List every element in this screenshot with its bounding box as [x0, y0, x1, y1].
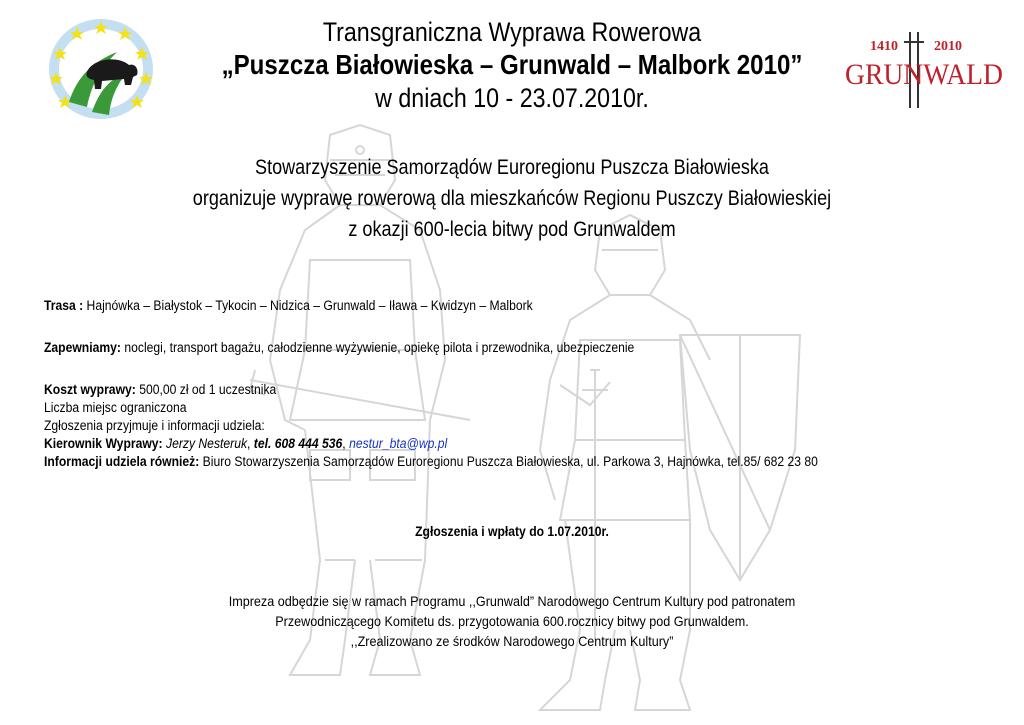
leader-label: Kierownik Wyprawy:	[44, 436, 163, 451]
footer-line1: Impreza odbędzie się w ramach Programu ,,Grunwald” Narodowego Centrum Kultury pod patronatem	[228, 593, 796, 609]
header-title-line3: w dniach 10 - 23.07.2010r.	[375, 82, 649, 113]
logo-year-left: 1410	[870, 39, 898, 54]
footer-block	[0, 591, 1024, 651]
route-label: Trasa :	[44, 298, 84, 313]
limited-row: Liczba miejsc ograniczona	[44, 400, 187, 415]
page-header	[150, 16, 874, 114]
organizer-line1: Stowarzyszenie Samorządów Euroregionu Puszcza Białowieska	[255, 156, 769, 179]
header-title-line1: Transgraniczna Wyprawa Rowerowa	[322, 17, 702, 47]
route-row	[44, 297, 899, 315]
organizer-block	[100, 152, 924, 245]
also-label: Informacji udziela również:	[44, 454, 200, 469]
details-block	[44, 297, 994, 471]
also-row	[44, 453, 899, 471]
leader-email-link[interactable]: nestur_bta@wp.pl	[349, 436, 448, 451]
organizer-line2: organizuje wyprawę rowerową dla mieszkańców Regionu Puszczy Białowieskiej	[192, 187, 832, 210]
deadline-text: Zgłoszenia i wpłaty do 1.07.2010r.	[415, 524, 609, 539]
logo-word: GRUNWALD	[845, 58, 1003, 91]
leader-phone: tel. 608 444 536	[253, 436, 343, 451]
route-value: Hajnówka – Białystok – Tykocin – Nidzica – Grunwald – Iława – Kwidzyn – Malbork	[83, 298, 533, 313]
leader-name: Jerzy Nesteruk	[166, 436, 248, 451]
cost-label: Koszt wyprawy:	[44, 382, 136, 397]
cost-row	[44, 381, 899, 399]
provide-label: Zapewniamy:	[44, 340, 121, 355]
footer-line2: Przewodniczącego Komitetu ds. przygotowania 600.rocznicy bitwy pod Grunwaldem.	[275, 613, 749, 629]
provide-value: noclegi, transport bagażu, całodzienne wyżywienie, opiekę pilota i przewodnika, ubezpieczenie	[120, 340, 635, 355]
footer-line3: ,,Zrealizowano ze środków Narodowego Centrum Kultury”	[350, 633, 674, 649]
provide-row	[44, 339, 899, 357]
also-value: Biuro Stowarzyszenia Samorządów Euroregionu Puszcza Białowieska, ul. Parkowa 3, Hajnówka, tel.85/ 682 23 80	[199, 454, 818, 469]
logo-year-right: 2010	[934, 39, 962, 54]
applications-row: Zgłoszenia przyjmuje i informacji udziela:	[44, 418, 265, 433]
header-title-line2: „Puszcza Białowieska – Grunwald – Malbork 2010”	[221, 49, 803, 81]
organizer-line3: z okazji 600-lecia bitwy pod Grunwaldem	[348, 218, 676, 241]
leader-row: Kierownik Wyprawy: Jerzy Nesteruk, tel. 608 444 536, nestur_bta@wp.pl	[44, 436, 448, 451]
cost-value: 500,00 zł od 1 uczestnika	[135, 382, 277, 397]
euroregion-bison-logo-icon	[47, 17, 155, 121]
